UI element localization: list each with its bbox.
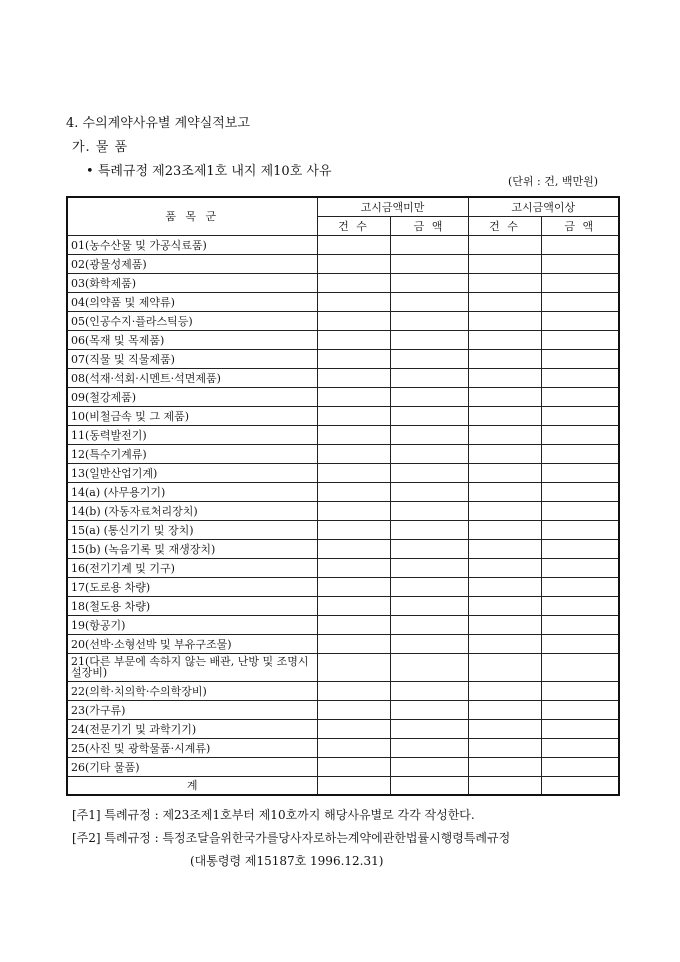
cell-under-amount [390,653,468,681]
cell-under-count [317,463,390,482]
item-name: 03(화학제품) [67,273,317,292]
cell-under-amount [390,681,468,700]
table-row [67,539,619,558]
cell-over-amount [541,349,619,368]
cell-over-count [468,719,541,738]
bullet-marker: • [86,164,94,179]
item-name: 15(a) (통신기기 및 장치) [67,520,317,539]
table-row [67,738,619,757]
cell-under-count [317,776,390,795]
cell-under-amount [390,501,468,520]
item-name: 13(일반산업기계) [67,463,317,482]
cell-over-amount [541,681,619,700]
cell-under-amount [390,444,468,463]
cell-under-count [317,482,390,501]
bullet-title-text: 특례규정 제23조제1호 내지 제10호 사유 [97,164,332,179]
cell-over-count [468,681,541,700]
table-row [67,577,619,596]
cell-under-amount [390,577,468,596]
table-row [67,653,619,681]
table-row [67,311,619,330]
cell-under-amount [390,615,468,634]
cell-over-count [468,738,541,757]
table-row [67,444,619,463]
cell-over-count [468,520,541,539]
header-under-amount: 금 액 [390,216,468,235]
table-row [67,254,619,273]
table-row [67,634,619,653]
header-over-amount: 금 액 [541,216,619,235]
cell-under-amount [390,520,468,539]
cell-over-count [468,406,541,425]
cell-under-count [317,596,390,615]
cell-under-amount [390,738,468,757]
cell-over-amount [541,273,619,292]
item-name: 05(인공수지·플라스틱등) [67,311,317,330]
item-name: 25(사진 및 광학물품·시계류) [67,738,317,757]
cell-under-count [317,757,390,776]
cell-over-amount [541,501,619,520]
section-heading: 4. 수의계약사유별 계약실적보고 [66,116,250,131]
cell-under-amount [390,700,468,719]
cell-under-count [317,520,390,539]
cell-over-amount [541,577,619,596]
header-item-group: 품 목 군 [67,197,317,235]
cell-over-amount [541,596,619,615]
cell-over-count [468,596,541,615]
cell-under-amount [390,634,468,653]
cell-over-count [468,615,541,634]
cell-over-amount [541,615,619,634]
cell-under-amount [390,463,468,482]
cell-under-amount [390,349,468,368]
cell-over-amount [541,634,619,653]
cell-over-amount [541,330,619,349]
cell-over-count [468,254,541,273]
cell-over-amount [541,425,619,444]
table-row [67,425,619,444]
item-name: 21(다른 부문에 속하지 않는 배관, 난방 및 조명시설장비) [67,653,317,681]
cell-under-amount [390,425,468,444]
cell-under-count [317,330,390,349]
table-row [67,558,619,577]
cell-under-count [317,368,390,387]
cell-under-count [317,615,390,634]
item-name: 11(동력발전기) [67,425,317,444]
table-row [67,501,619,520]
cell-under-count [317,738,390,757]
cell-over-amount [541,558,619,577]
item-name: 24(전문기기 및 과학기기) [67,719,317,738]
table-row [67,330,619,349]
item-name: 04(의약품 및 제약류) [67,292,317,311]
cell-under-amount [390,368,468,387]
cell-under-amount [390,406,468,425]
cell-over-amount [541,406,619,425]
cell-over-amount [541,520,619,539]
item-name: 06(목재 및 목제품) [67,330,317,349]
cell-over-count [468,444,541,463]
note-2: [주2] 특례규정 : 특정조달을위한국가를당사자로하는계약에관한법률시행령특례규정 [72,831,511,845]
cell-over-count [468,577,541,596]
cell-over-count [468,273,541,292]
table-row [67,406,619,425]
cell-over-count [468,330,541,349]
item-name: 12(특수기계류) [67,444,317,463]
item-name: 07(직물 및 직물제품) [67,349,317,368]
contract-table [66,196,620,796]
cell-over-amount [541,719,619,738]
item-name: 14(b) (자동자료처리장치) [67,501,317,520]
cell-over-count [468,425,541,444]
note-1: [주1] 특례규정 : 제23조제1호부터 제10호까지 해당사유별로 각각 작성한다. [72,808,475,822]
table-row [67,482,619,501]
table-row [67,292,619,311]
cell-under-count [317,700,390,719]
table-row [67,463,619,482]
cell-under-count [317,254,390,273]
cell-over-count [468,349,541,368]
table-row [67,235,619,254]
cell-over-amount [541,539,619,558]
cell-over-amount [541,235,619,254]
cell-under-amount [390,757,468,776]
cell-over-amount [541,387,619,406]
cell-under-count [317,719,390,738]
cell-over-count [468,368,541,387]
item-name: 22(의학·치의학·수의학장비) [67,681,317,700]
cell-over-amount [541,776,619,795]
item-name: 09(철강제품) [67,387,317,406]
cell-over-amount [541,311,619,330]
cell-over-count [468,653,541,681]
cell-under-count [317,558,390,577]
cell-under-amount [390,719,468,738]
cell-under-amount [390,387,468,406]
cell-under-amount [390,558,468,577]
cell-under-amount [390,273,468,292]
cell-over-count [468,776,541,795]
header-under-threshold: 고시금액미만 [317,197,468,216]
cell-over-count [468,482,541,501]
cell-over-amount [541,254,619,273]
cell-under-count [317,311,390,330]
total-label: 계 [67,776,317,795]
cell-over-amount [541,700,619,719]
item-name: 18(철도용 차량) [67,596,317,615]
item-name: 26(기타 물품) [67,757,317,776]
table-row [67,596,619,615]
cell-over-amount [541,444,619,463]
cell-over-count [468,463,541,482]
cell-over-amount [541,463,619,482]
unit-note: (단위 : 건, 백만원) [508,175,599,188]
cell-under-amount [390,596,468,615]
table-row [67,368,619,387]
cell-over-count [468,757,541,776]
cell-under-count [317,235,390,254]
table-row [67,719,619,738]
cell-under-amount [390,254,468,273]
cell-over-amount [541,738,619,757]
cell-under-count [317,681,390,700]
table-row [67,349,619,368]
cell-under-count [317,425,390,444]
item-name: 08(석재·석회·시멘트·석면제품) [67,368,317,387]
bullet-title [86,160,332,179]
item-name: 14(a) (사무용기기) [67,482,317,501]
cell-over-count [468,539,541,558]
cell-under-count [317,406,390,425]
cell-under-amount [390,235,468,254]
header-over-threshold: 고시금액이상 [468,197,619,216]
cell-under-count [317,292,390,311]
item-name: 15(b) (녹음기록 및 재생장치) [67,539,317,558]
cell-under-amount [390,482,468,501]
cell-under-count [317,653,390,681]
item-name: 01(농수산물 및 가공식료품) [67,235,317,254]
table-row [67,700,619,719]
cell-over-count [468,634,541,653]
cell-under-count [317,501,390,520]
table-row [67,757,619,776]
cell-over-count [468,235,541,254]
cell-under-amount [390,311,468,330]
item-name: 19(항공기) [67,615,317,634]
header-under-count: 건 수 [317,216,390,235]
table-row [67,615,619,634]
cell-under-amount [390,776,468,795]
table-row [67,273,619,292]
cell-over-count [468,292,541,311]
cell-over-amount [541,653,619,681]
cell-over-count [468,558,541,577]
table-row [67,681,619,700]
table-body [67,235,619,795]
item-name: 10(비철금속 및 그 제품) [67,406,317,425]
cell-over-count [468,501,541,520]
table-row [67,520,619,539]
item-name: 02(광물성제품) [67,254,317,273]
cell-over-amount [541,368,619,387]
cell-over-count [468,311,541,330]
cell-under-count [317,577,390,596]
cell-under-amount [390,330,468,349]
subsection-heading: 가. 물 품 [72,140,129,155]
header-over-count: 건 수 [468,216,541,235]
cell-under-count [317,444,390,463]
item-name: 20(선박·소형선박 및 부유구조물) [67,634,317,653]
cell-under-count [317,273,390,292]
cell-over-count [468,700,541,719]
note-3: (대통령령 제15187호 1996.12.31) [190,854,384,868]
cell-under-count [317,349,390,368]
cell-under-count [317,634,390,653]
cell-over-amount [541,482,619,501]
table-row [67,387,619,406]
cell-under-count [317,387,390,406]
item-name: 16(전기기계 및 기구) [67,558,317,577]
cell-over-amount [541,757,619,776]
item-name: 17(도로용 차량) [67,577,317,596]
table-total-row [67,776,619,795]
cell-under-amount [390,292,468,311]
item-name: 23(가구류) [67,700,317,719]
cell-over-count [468,387,541,406]
cell-over-amount [541,292,619,311]
cell-under-amount [390,539,468,558]
cell-under-count [317,539,390,558]
